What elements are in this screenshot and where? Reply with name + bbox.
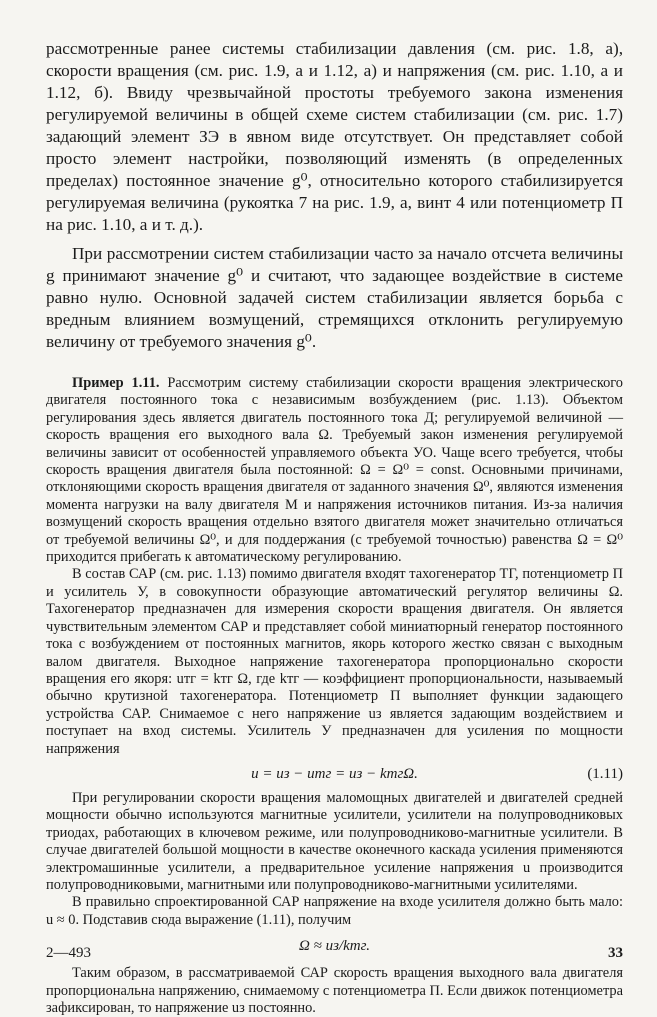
- example-paragraph-1-text: Рассмотрим систему стабилизации скорости вращения электрического двигателя постоянного тока с независимым возбуждением (рис. 1.13). Объектом регулирования здесь является двигатель постоянного тока Д; регулируемой величиной — скорость вращения его выходного вала Ω. Требуемый закон изменения регулируемой величины зависит от особенностей управляемого объекта УО. Чаще всего требуется, чтобы скорость вращения двигателя была постоянной: Ω = Ω⁰ = const. Основными причинами, отклоняющими скорость вращения двигателя от заданного значения Ω⁰, являются изменения момента нагрузки на валу двигателя M и напряжения источников питания. Из-за наличия возмущений скорость вращения отдельно взятого двигателя может значительно отличаться от требуемой величины Ω⁰, и для поддержания (с требуемой точностью) равенства Ω = Ω⁰ приходится прибегать к автоматическому регулированию.: [46, 375, 624, 566]
- example-paragraph-2: В состав САР (см. рис. 1.13) помимо двигателя входят тахогенератор ТГ, потенциометр П и усилитель У, в совокупности образующие автоматический регулятор величины Ω. Тахогенератор предназначен для измерения скорости вращения двигателя. Он является чувствительным элементом САР и представляет собой миниатюрный генератор постоянного тока с возбуждением от постоянных магнитов, якорь которого жестко связан с выходным валом двигателя. Выходное напряжение тахогенератора пропорционально скорости вращения его якоря: uтг = kтг Ω, где kтг — коэффициент пропорциональности, называемый обычно крутизной тахогенератора. Потенциометр П выполняет функции задающего устройства САР. Снимаемое с него напряжение uз является задающим воздействием и поступает на вход системы. Усилитель У предназначен для усиления по мощности напряжения: [46, 566, 623, 757]
- main-text: [46, 38, 623, 353]
- example-paragraph-5: Таким образом, в рассматриваемой САР скорость вращения выходного вала двигателя пропорциональна напряжению, снимаемому с потенциометра П. Если движок потенциометра зафиксирован, то напряжение uз постоянно.: [46, 965, 623, 1016]
- formula-1-11-number: (1.11): [587, 765, 623, 782]
- example-block: [46, 375, 623, 1017]
- formula-1-11-expression: u = uз − uтг = uз − kтгΩ.: [251, 765, 418, 782]
- example-paragraph-4: В правильно спроектированной САР напряжение на входе усилителя должно быть мало: u ≈ 0. Подставив сюда выражение (1.11), получим: [46, 894, 623, 928]
- paragraph-stabilization: При рассмотрении систем стабилизации часто за начало отсчета величины g принимают значение g⁰ и считают, что задающее воздействие в системе равно нулю. Основной задачей систем стабилизации является борьба с вредным влиянием возмущений, стремящихся отклонить регулируемую величину от требуемого значения g⁰.: [46, 244, 623, 351]
- page-number: 33: [608, 945, 623, 961]
- signature-mark: 2—493: [46, 945, 91, 961]
- page-footer: [46, 945, 623, 962]
- formula-1-11: [46, 764, 623, 784]
- formula-omega: Ω ≈ uз/kтг.: [299, 938, 370, 955]
- example-paragraph-3: При регулировании скорости вращения маломощных двигателей и двигателей средней мощности обычно используются магнитные усилители, усилители на полупроводниковых триодах, работающих в ключевом режиме, или полупроводниково-магнитные усилители. В случае двигателей большой мощности в качестве оконечного каскада усиления применяются электромашинные усилители, а предварительное усиление напряжения u производится полупроводниковыми, магнитными или полупроводниково-магнитными усилителями.: [46, 789, 623, 893]
- paragraph-continuation: рассмотренные ранее системы стабилизации давления (см. рис. 1.8, а), скорости вращения (см. рис. 1.9, а и 1.12, а) и напряжения (см. рис. 1.10, а и 1.12, б). Ввиду чрезвычайной простоты требуемого закона изменения регулируемой величины в общей схеме систем стабилизации (см. рис. 1.7) задающий элемент ЗЭ в явном виде отсутствует. Он представляет собой просто элемент настройки, позволяющий изменять (в определенных пределах) постоянное значение g⁰, относительно которого стабилизируется регулируемая величина (рукоятка 7 на рис. 1.9, а, винт 4 или потенциометр П на рис. 1.10, а и т. д.).: [46, 39, 623, 234]
- example-paragraph-1: [46, 375, 623, 566]
- example-label: Пример 1.11.: [72, 375, 160, 391]
